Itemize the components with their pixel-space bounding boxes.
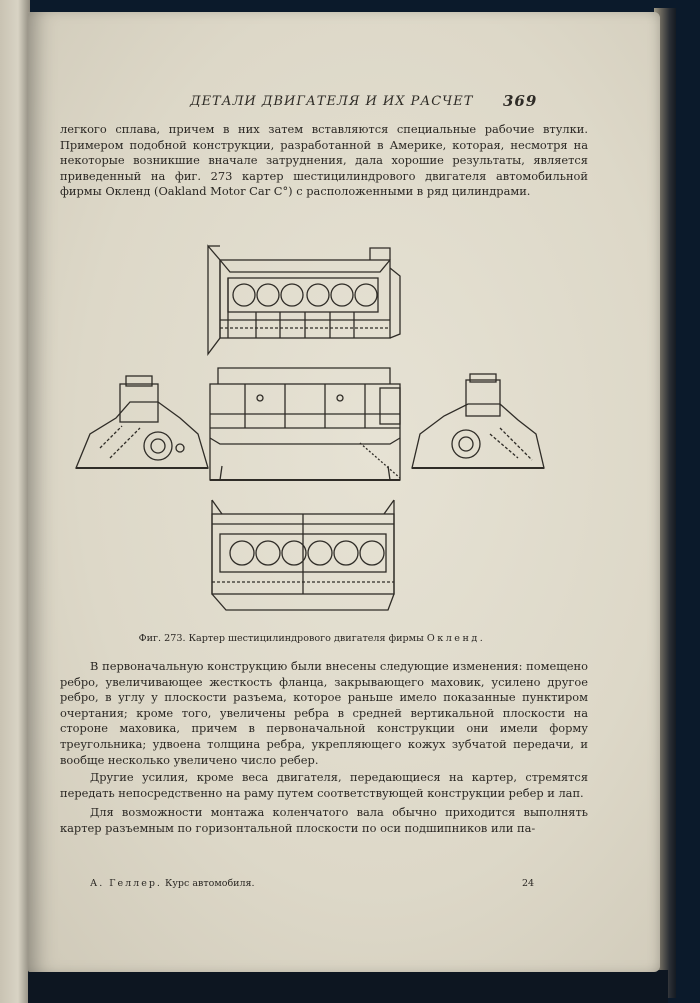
footer-author: А. Геллер. bbox=[90, 878, 162, 889]
running-header bbox=[190, 94, 570, 114]
side-elevation-view bbox=[210, 368, 400, 480]
top-plan-view bbox=[208, 246, 400, 354]
crankcase-figure bbox=[70, 238, 550, 628]
paragraph: Другие усилия, кроме веса двигателя, передающиеся на картер, стремятся передать непосредственно на раму путем соответствующей конструкции ребер и лап. bbox=[60, 770, 588, 800]
left-end-view bbox=[76, 376, 208, 468]
caption-prefix: Фиг. 273. Картер шестицилиндрового двигателя фирмы bbox=[138, 633, 424, 644]
page-number: 369 bbox=[503, 92, 538, 110]
previous-page-edge bbox=[0, 0, 30, 1003]
paragraph: В первоначальную конструкцию были внесены следующие изменения: помещено ребро, увеличивающее жесткость фланца, закрывающего маховик, усилено другое ребро, в углу у плоскости разъема, которое раньше имело показанные пунктиром очертания; кроме того, увеличены ребра в средней вертикальной плоскости на стороне маховика, причем в первоначальной конструкции они имели форму треугольника; удвоена толщина ребра, укрепляющего кожух зубчатой передачи, и вообще несколько увеличено число ребер. bbox=[60, 659, 588, 767]
body-text-bottom bbox=[60, 659, 588, 837]
paragraph: легкого сплава, причем в них затем вставляются специальные рабочие втулки. Примером подобной конструкции, разработанной в Америке, которая, несмотря на некоторые возникшие вначале затруднения, дала хорошие результаты, является приведенный на фиг. 273 картер шестицилиндрового двигателя автомобильной фирмы Окленд (Oakland Motor Car C°) с расположенными в ряд цилиндрами. bbox=[60, 122, 588, 199]
caption-company: Окленд. bbox=[426, 633, 486, 644]
page-footer bbox=[90, 878, 560, 894]
paragraph: Для возможности монтажа коленчатого вала обычно приходится выполнять картер разъемным по горизонтальной плоскости по оси подшипников или па- bbox=[60, 805, 588, 835]
footer-author-line bbox=[90, 878, 255, 889]
running-title: ДЕТАЛИ ДВИГАТЕЛЯ И ИХ РАСЧЕТ bbox=[190, 94, 474, 109]
signature-mark: 24 bbox=[522, 878, 535, 889]
body-text-top bbox=[60, 122, 588, 200]
footer-book: Курс автомобиля. bbox=[164, 878, 255, 889]
bottom-shadow bbox=[28, 970, 668, 1003]
right-end-view bbox=[412, 374, 544, 468]
bottom-plan-view bbox=[212, 500, 394, 610]
figure-caption bbox=[92, 633, 532, 644]
